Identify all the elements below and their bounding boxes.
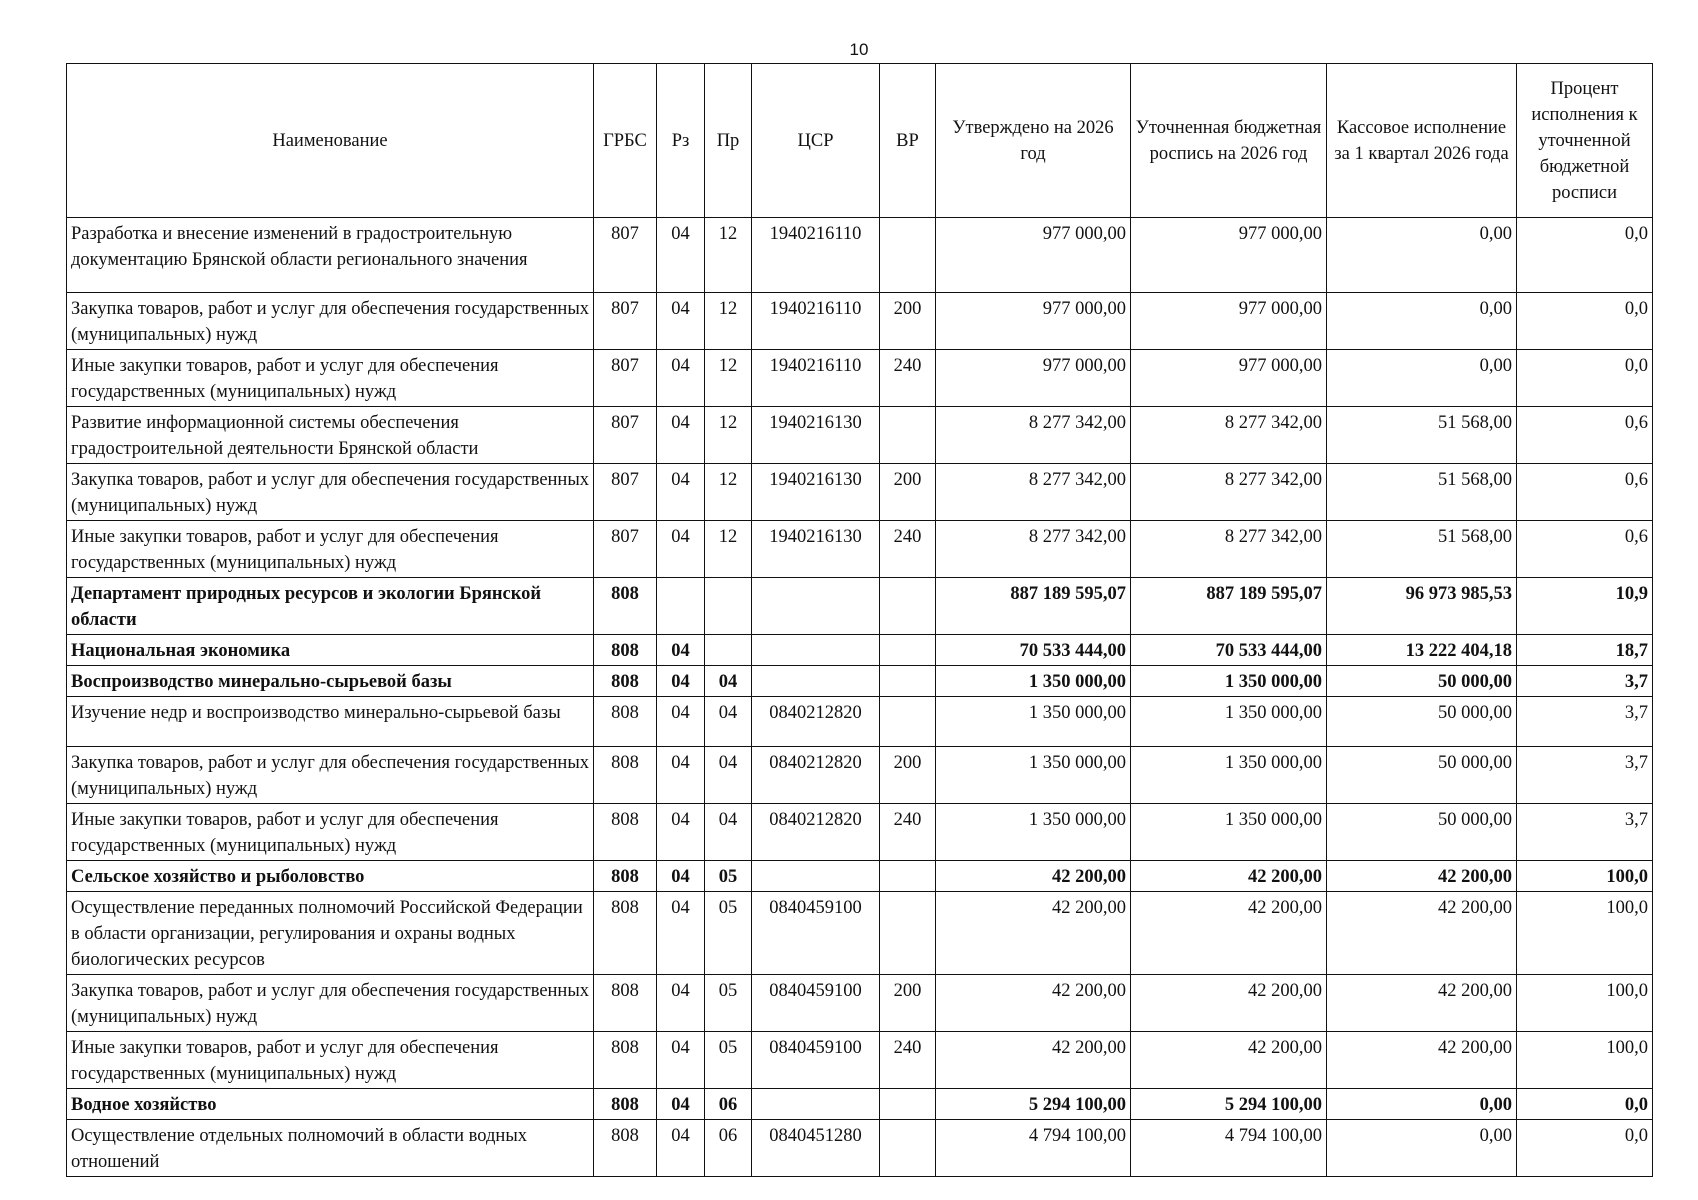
cell-approved: 977 000,00: [936, 293, 1131, 350]
header-cash: Кассовое исполнение за 1 квартал 2026 года: [1327, 64, 1517, 218]
cell-pr: 12: [705, 350, 752, 407]
cell-vr: [880, 1089, 936, 1120]
cell-pr: 05: [705, 1032, 752, 1089]
cell-rz: 04: [657, 635, 705, 666]
cell-percent: 0,6: [1517, 521, 1653, 578]
cell-csr: 1940216110: [752, 218, 880, 293]
cell-rz: 04: [657, 697, 705, 747]
cell-rz: 04: [657, 892, 705, 975]
cell-rz: [657, 578, 705, 635]
cell-pr: 04: [705, 804, 752, 861]
cell-name: Закупка товаров, работ и услуг для обеспечения государственных (муниципальных) нужд: [67, 464, 594, 521]
cell-cash: 0,00: [1327, 350, 1517, 407]
cell-grbs: 808: [594, 747, 657, 804]
cell-percent: 0,0: [1517, 350, 1653, 407]
cell-pr: 05: [705, 861, 752, 892]
cell-refined: 1 350 000,00: [1131, 697, 1327, 747]
table-row: [67, 892, 1653, 975]
cell-cash: 13 222 404,18: [1327, 635, 1517, 666]
page-number: 10: [849, 40, 869, 59]
cell-rz: 04: [657, 1089, 705, 1120]
cell-refined: 1 350 000,00: [1131, 747, 1327, 804]
cell-name: Департамент природных ресурсов и экологии Брянской области: [67, 578, 594, 635]
cell-percent: 3,7: [1517, 666, 1653, 697]
table-row: [67, 1120, 1653, 1177]
cell-rz: 04: [657, 1120, 705, 1177]
cell-csr: [752, 861, 880, 892]
cell-percent: 0,0: [1517, 218, 1653, 293]
cell-name: Иные закупки товаров, работ и услуг для обеспечения государственных (муниципальных) нужд: [67, 804, 594, 861]
cell-percent: 0,6: [1517, 464, 1653, 521]
cell-rz: 04: [657, 747, 705, 804]
cell-refined: 1 350 000,00: [1131, 666, 1327, 697]
cell-vr: 240: [880, 1032, 936, 1089]
table-row: [67, 218, 1653, 293]
table-row: [67, 747, 1653, 804]
cell-refined: 1 350 000,00: [1131, 804, 1327, 861]
cell-name: Национальная экономика: [67, 635, 594, 666]
cell-vr: [880, 1120, 936, 1177]
cell-grbs: 808: [594, 1120, 657, 1177]
cell-csr: 0840459100: [752, 892, 880, 975]
cell-rz: 04: [657, 464, 705, 521]
cell-approved: 887 189 595,07: [936, 578, 1131, 635]
cell-vr: [880, 407, 936, 464]
cell-csr: [752, 666, 880, 697]
cell-name: Закупка товаров, работ и услуг для обеспечения государственных (муниципальных) нужд: [67, 747, 594, 804]
cell-pr: [705, 578, 752, 635]
cell-name: Иные закупки товаров, работ и услуг для обеспечения государственных (муниципальных) нужд: [67, 350, 594, 407]
cell-refined: 42 200,00: [1131, 975, 1327, 1032]
cell-csr: 1940216110: [752, 293, 880, 350]
cell-cash: 42 200,00: [1327, 892, 1517, 975]
cell-csr: [752, 635, 880, 666]
cell-vr: 200: [880, 464, 936, 521]
cell-vr: [880, 892, 936, 975]
cell-pr: 04: [705, 666, 752, 697]
cell-grbs: 808: [594, 578, 657, 635]
table-row: [67, 1089, 1653, 1120]
cell-percent: 0,0: [1517, 293, 1653, 350]
cell-grbs: 808: [594, 697, 657, 747]
header-approved: Утверждено на 2026 год: [936, 64, 1131, 218]
cell-rz: 04: [657, 1032, 705, 1089]
cell-refined: 8 277 342,00: [1131, 521, 1327, 578]
cell-refined: 977 000,00: [1131, 350, 1327, 407]
cell-cash: 96 973 985,53: [1327, 578, 1517, 635]
cell-name: Закупка товаров, работ и услуг для обеспечения государственных (муниципальных) нужд: [67, 293, 594, 350]
cell-rz: 04: [657, 407, 705, 464]
cell-refined: 70 533 444,00: [1131, 635, 1327, 666]
cell-vr: 200: [880, 293, 936, 350]
header-pr: Пр: [705, 64, 752, 218]
cell-approved: 5 294 100,00: [936, 1089, 1131, 1120]
cell-cash: 51 568,00: [1327, 464, 1517, 521]
header-csr: ЦСР: [752, 64, 880, 218]
cell-refined: 42 200,00: [1131, 892, 1327, 975]
cell-pr: 12: [705, 521, 752, 578]
cell-name: Изучение недр и воспроизводство минерально-сырьевой базы: [67, 697, 594, 747]
table-row: [67, 350, 1653, 407]
cell-grbs: 808: [594, 1032, 657, 1089]
cell-vr: [880, 697, 936, 747]
cell-cash: 0,00: [1327, 1120, 1517, 1177]
cell-pr: 12: [705, 464, 752, 521]
header-percent: Процент исполнения к уточненной бюджетной росписи: [1517, 64, 1653, 218]
table-row: [67, 521, 1653, 578]
cell-csr: 0840212820: [752, 697, 880, 747]
cell-name: Разработка и внесение изменений в градостроительную документацию Брянской области регионального значения: [67, 218, 594, 293]
cell-percent: 100,0: [1517, 975, 1653, 1032]
cell-refined: 977 000,00: [1131, 218, 1327, 293]
cell-percent: 0,0: [1517, 1089, 1653, 1120]
cell-refined: 977 000,00: [1131, 293, 1327, 350]
cell-cash: 50 000,00: [1327, 666, 1517, 697]
cell-cash: 0,00: [1327, 218, 1517, 293]
header-name: Наименование: [67, 64, 594, 218]
table-row: [67, 578, 1653, 635]
cell-rz: 04: [657, 350, 705, 407]
cell-csr: 1940216130: [752, 464, 880, 521]
cell-grbs: 808: [594, 975, 657, 1032]
cell-vr: 240: [880, 804, 936, 861]
cell-rz: 04: [657, 666, 705, 697]
cell-grbs: 807: [594, 521, 657, 578]
cell-grbs: 807: [594, 350, 657, 407]
cell-name: Водное хозяйство: [67, 1089, 594, 1120]
cell-vr: 240: [880, 521, 936, 578]
table-row: [67, 635, 1653, 666]
cell-name: Осуществление переданных полномочий Российской Федерации в области организации, регулирования и охраны водных биологических ресурсов: [67, 892, 594, 975]
cell-approved: 1 350 000,00: [936, 804, 1131, 861]
cell-vr: [880, 578, 936, 635]
cell-pr: 04: [705, 747, 752, 804]
cell-rz: 04: [657, 218, 705, 293]
cell-cash: 0,00: [1327, 1089, 1517, 1120]
table-row: [67, 975, 1653, 1032]
cell-refined: 4 794 100,00: [1131, 1120, 1327, 1177]
cell-vr: [880, 635, 936, 666]
cell-percent: 3,7: [1517, 697, 1653, 747]
cell-csr: 0840451280: [752, 1120, 880, 1177]
cell-approved: 1 350 000,00: [936, 666, 1131, 697]
cell-percent: 100,0: [1517, 861, 1653, 892]
cell-rz: 04: [657, 861, 705, 892]
cell-refined: 8 277 342,00: [1131, 407, 1327, 464]
cell-rz: 04: [657, 293, 705, 350]
cell-grbs: 808: [594, 666, 657, 697]
cell-name: Сельское хозяйство и рыболовство: [67, 861, 594, 892]
cell-grbs: 808: [594, 804, 657, 861]
cell-percent: 0,6: [1517, 407, 1653, 464]
table-row: [67, 666, 1653, 697]
cell-cash: 42 200,00: [1327, 1032, 1517, 1089]
cell-vr: [880, 666, 936, 697]
cell-approved: 4 794 100,00: [936, 1120, 1131, 1177]
cell-csr: 1940216110: [752, 350, 880, 407]
header-grbs: ГРБС: [594, 64, 657, 218]
header-rz: Рз: [657, 64, 705, 218]
cell-percent: 100,0: [1517, 1032, 1653, 1089]
cell-approved: 42 200,00: [936, 1032, 1131, 1089]
cell-vr: 240: [880, 350, 936, 407]
cell-approved: 42 200,00: [936, 861, 1131, 892]
cell-csr: 0840459100: [752, 975, 880, 1032]
cell-pr: [705, 635, 752, 666]
cell-csr: 0840459100: [752, 1032, 880, 1089]
cell-cash: 50 000,00: [1327, 697, 1517, 747]
cell-csr: 1940216130: [752, 407, 880, 464]
table-row: [67, 697, 1653, 747]
cell-percent: 10,9: [1517, 578, 1653, 635]
cell-percent: 18,7: [1517, 635, 1653, 666]
cell-approved: 8 277 342,00: [936, 464, 1131, 521]
header-vr: ВР: [880, 64, 936, 218]
cell-name: Осуществление отдельных полномочий в области водных отношений: [67, 1120, 594, 1177]
table-row: [67, 804, 1653, 861]
cell-csr: 0840212820: [752, 804, 880, 861]
cell-cash: 0,00: [1327, 293, 1517, 350]
cell-percent: 0,0: [1517, 1120, 1653, 1177]
cell-refined: 8 277 342,00: [1131, 464, 1327, 521]
cell-cash: 50 000,00: [1327, 747, 1517, 804]
cell-pr: 12: [705, 218, 752, 293]
cell-grbs: 808: [594, 635, 657, 666]
table-row: [67, 1032, 1653, 1089]
table-body: [67, 218, 1653, 1177]
cell-csr: [752, 1089, 880, 1120]
cell-pr: 06: [705, 1089, 752, 1120]
cell-approved: 42 200,00: [936, 975, 1131, 1032]
cell-refined: 5 294 100,00: [1131, 1089, 1327, 1120]
cell-csr: 1940216130: [752, 521, 880, 578]
cell-pr: 05: [705, 892, 752, 975]
cell-grbs: 807: [594, 407, 657, 464]
cell-grbs: 807: [594, 218, 657, 293]
header-refined: Уточненная бюджетная роспись на 2026 год: [1131, 64, 1327, 218]
cell-rz: 04: [657, 804, 705, 861]
cell-refined: 887 189 595,07: [1131, 578, 1327, 635]
cell-approved: 977 000,00: [936, 350, 1131, 407]
cell-cash: 42 200,00: [1327, 861, 1517, 892]
table-header-row: [67, 64, 1653, 218]
cell-cash: 51 568,00: [1327, 521, 1517, 578]
cell-rz: 04: [657, 975, 705, 1032]
cell-pr: 12: [705, 407, 752, 464]
cell-approved: 1 350 000,00: [936, 697, 1131, 747]
cell-grbs: 807: [594, 293, 657, 350]
table-row: [67, 861, 1653, 892]
cell-cash: 51 568,00: [1327, 407, 1517, 464]
cell-percent: 3,7: [1517, 747, 1653, 804]
cell-refined: 42 200,00: [1131, 1032, 1327, 1089]
cell-cash: 42 200,00: [1327, 975, 1517, 1032]
cell-csr: [752, 578, 880, 635]
budget-execution-table: [66, 63, 1653, 1177]
cell-vr: 200: [880, 975, 936, 1032]
cell-percent: 3,7: [1517, 804, 1653, 861]
cell-grbs: 808: [594, 861, 657, 892]
cell-approved: 70 533 444,00: [936, 635, 1131, 666]
cell-percent: 100,0: [1517, 892, 1653, 975]
cell-approved: 8 277 342,00: [936, 407, 1131, 464]
cell-pr: 12: [705, 293, 752, 350]
cell-name: Иные закупки товаров, работ и услуг для обеспечения государственных (муниципальных) нужд: [67, 521, 594, 578]
cell-approved: 8 277 342,00: [936, 521, 1131, 578]
cell-name: Закупка товаров, работ и услуг для обеспечения государственных (муниципальных) нужд: [67, 975, 594, 1032]
cell-grbs: 807: [594, 464, 657, 521]
cell-csr: 0840212820: [752, 747, 880, 804]
cell-approved: 977 000,00: [936, 218, 1131, 293]
cell-refined: 42 200,00: [1131, 861, 1327, 892]
cell-name: Иные закупки товаров, работ и услуг для обеспечения государственных (муниципальных) нужд: [67, 1032, 594, 1089]
cell-vr: [880, 218, 936, 293]
cell-name: Воспроизводство минерально-сырьевой базы: [67, 666, 594, 697]
cell-vr: 200: [880, 747, 936, 804]
cell-pr: 05: [705, 975, 752, 1032]
cell-pr: 04: [705, 697, 752, 747]
cell-name: Развитие информационной системы обеспечения градостроительной деятельности Брянской области: [67, 407, 594, 464]
cell-approved: 42 200,00: [936, 892, 1131, 975]
table-row: [67, 407, 1653, 464]
table-row: [67, 464, 1653, 521]
cell-cash: 50 000,00: [1327, 804, 1517, 861]
cell-grbs: 808: [594, 1089, 657, 1120]
cell-grbs: 808: [594, 892, 657, 975]
cell-pr: 06: [705, 1120, 752, 1177]
cell-vr: [880, 861, 936, 892]
table-row: [67, 293, 1653, 350]
cell-approved: 1 350 000,00: [936, 747, 1131, 804]
cell-rz: 04: [657, 521, 705, 578]
